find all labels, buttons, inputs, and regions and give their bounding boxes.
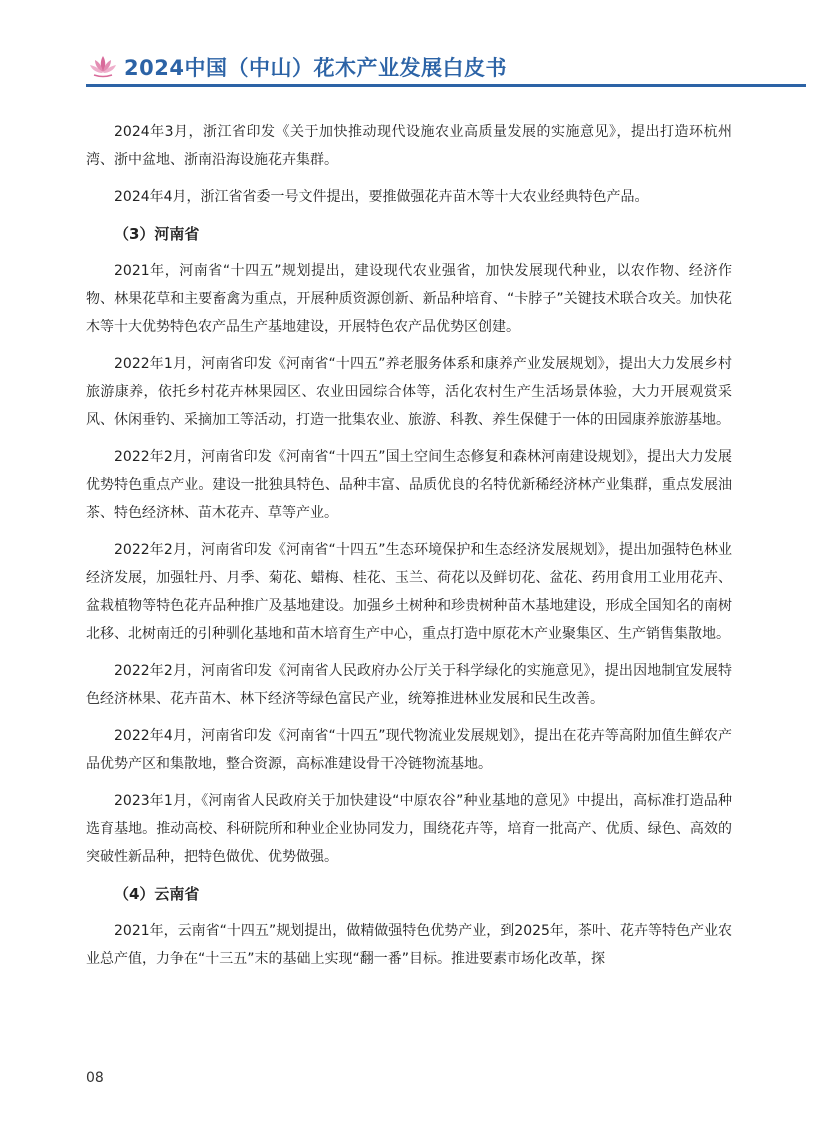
page-header [0, 0, 816, 92]
paragraph: 2024年4月，浙江省省委一号文件提出，要推做强花卉苗木等十大农业经典特色产品。 [114, 189, 649, 205]
header-divider [86, 84, 806, 87]
paragraph: 2022年2月，河南省印发《河南省“十四五”生态环境保护和生态经济发展规划》，提出加强特色林业经济发展，加强牡丹、月季、菊花、蜡梅、桂花、玉兰、荷花以及鲜切花、盆花、药用食用工业用花卉、盆栽植物等特色花卉品种推广及基地建设。加强乡土树种和珍贵树种苗木基地建设，形成全国知名的南树北移、北树南迁的引种驯化基地和苗木培育生产中心，重点打造中原花木产业聚集区、生产销售集散地。 [86, 542, 732, 642]
lotus-icon [88, 54, 118, 78]
paragraph: 2022年2月，河南省印发《河南省人民政府办公厅关于科学绿化的实施意见》，提出因地制宜发展特色经济林果、花卉苗木、林下经济等绿色富民产业，统筹推进林业发展和民生改善。 [86, 663, 732, 707]
paragraph: 2024年3月，浙江省印发《关于加快推动现代设施农业高质量发展的实施意见》，提出打造环杭州湾、浙中盆地、浙南沿海设施花卉集群。 [86, 124, 732, 168]
header-title: 2024中国（中山）花木产业发展白皮书 [124, 56, 507, 80]
paragraph: 2021年，云南省“十四五”规划提出，做精做强特色优势产业，到2025年，茶叶、花卉等特色产业农业总产值，力争在“十三五”末的基础上实现“翻一番”目标。推进要素市场化改革，探 [86, 923, 732, 967]
paragraph: 2022年1月，河南省印发《河南省“十四五”养老服务体系和康养产业发展规划》，提出大力发展乡村旅游康养，依托乡村花卉林果园区、农业田园综合体等，活化农村生产生活场景体验，大力开展观赏采风、休闲垂钓、采摘加工等活动，打造一批集农业、旅游、科教、养生保健于一体的田园康养旅游基地。 [86, 356, 732, 428]
paragraph: 2022年2月，河南省印发《河南省“十四五”国土空间生态修复和森林河南建设规划》，提出大力发展优势特色重点产业。建设一批独具特色、品种丰富、品质优良的名特优新稀经济林产业集群，重点发展油茶、特色经济林、苗木花卉、草等产业。 [86, 449, 732, 521]
section-heading-yunnan: （4）云南省 [114, 885, 200, 903]
page-number: 08 [86, 1070, 104, 1086]
section-heading-henan: （3）河南省 [114, 225, 200, 243]
paragraph: 2023年1月，《河南省人民政府关于加快建设“中原农谷”种业基地的意见》中提出，高标准打造品种选育基地。推动高校、科研院所和种业企业协同发力，围绕花卉等，培育一批高产、优质、绿色、高效的突破性新品种，把特色做优、优势做强。 [86, 793, 732, 865]
paragraph: 2021年，河南省“十四五”规划提出，建设现代农业强省，加快发展现代种业，以农作物、经济作物、林果花草和主要畜禽为重点，开展种质资源创新、新品种培育、“卡脖子”关键技术联合攻关。加快花木等十大优势特色农产品生产基地建设，开展特色农产品优势区创建。 [86, 263, 732, 335]
document-body [86, 118, 732, 973]
paragraph: 2022年4月，河南省印发《河南省“十四五”现代物流业发展规划》，提出在花卉等高附加值生鲜农产品优势产区和集散地，整合资源，高标准建设骨干冷链物流基地。 [86, 728, 732, 772]
